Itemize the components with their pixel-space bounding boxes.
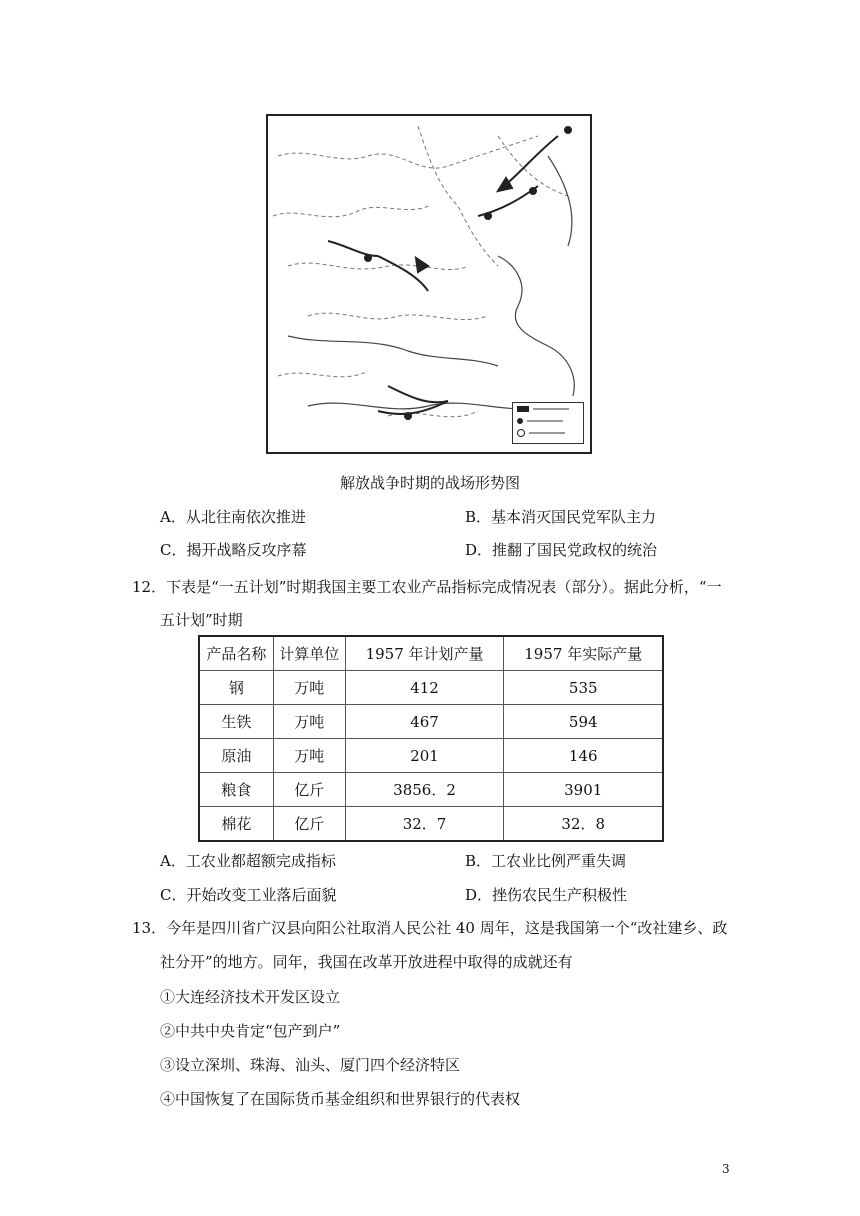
table-cell: 146: [504, 739, 663, 773]
table-cell: 32．7: [345, 807, 504, 842]
table-header: 1957 年计划产量: [345, 636, 504, 671]
table-cell: 594: [504, 705, 663, 739]
table-cell: 412: [345, 671, 504, 705]
q12-option-b: B．工农业比例严重失调: [465, 852, 627, 870]
q13-stem-line1: 13．今年是四川省广汉县向阳公社取消人民公社 40 周年，这是我国第一个“改社建乡、政: [132, 919, 728, 937]
table-header-row: [199, 636, 663, 671]
q13-item-1: ①大连经济技术开发区设立: [160, 988, 341, 1006]
table-cell: 467: [345, 705, 504, 739]
table-cell: 棉花: [199, 807, 273, 842]
table-cell: 原油: [199, 739, 273, 773]
battle-map: [266, 114, 592, 454]
city-circle-icon: [517, 429, 525, 437]
table-cell: 钢: [199, 671, 273, 705]
arrow-symbol-icon: [517, 406, 529, 412]
table-cell: 万吨: [273, 739, 345, 773]
q13-item-3: ③设立深圳、珠海、汕头、厦门四个经济特区: [160, 1056, 461, 1074]
production-table: [198, 635, 664, 842]
q12-option-a: A．工农业都超额完成指标: [160, 852, 336, 870]
q13-stem-line2: 社分开”的地方。同年，我国在改革开放进程中取得的成就还有: [160, 953, 573, 971]
table-row: [199, 773, 663, 807]
table-row: [199, 807, 663, 842]
table-cell: 生铁: [199, 705, 273, 739]
q11-option-a: A．从北往南依次推进: [160, 508, 306, 526]
table-row: [199, 671, 663, 705]
table-cell: 535: [504, 671, 663, 705]
city-dot-icon: [517, 418, 523, 424]
table-header: 计算单位: [273, 636, 345, 671]
table-cell: 万吨: [273, 705, 345, 739]
q11-option-b: B．基本消灭国民党军队主力: [465, 508, 657, 526]
table-cell: 201: [345, 739, 504, 773]
table-cell: 32．8: [504, 807, 663, 842]
table-row: [199, 739, 663, 773]
q13-item-4: ④中国恢复了在国际货币基金组织和世界银行的代表权: [160, 1090, 521, 1108]
map-caption: 解放战争时期的战场形势图: [340, 474, 521, 492]
table-cell: 粮食: [199, 773, 273, 807]
map-legend: [512, 402, 584, 444]
q11-option-d: D．推翻了国民党政权的统治: [465, 541, 658, 559]
table-cell: 3856．2: [345, 773, 504, 807]
page-number: 3: [722, 1162, 730, 1176]
table-header: 产品名称: [199, 636, 273, 671]
q12-stem-line2: 五计划”时期: [160, 611, 243, 629]
table-cell: 3901: [504, 773, 663, 807]
table-cell: 亿斤: [273, 807, 345, 842]
q12-stem-line1: 12．下表是“一五计划”时期我国主要工农业产品指标完成情况表（部分）。据此分析，“一: [132, 578, 722, 596]
q12-option-d: D．挫伤农民生产积极性: [465, 886, 628, 904]
q11-option-c: C．揭开战略反攻序幕: [160, 541, 307, 559]
q13-item-2: ②中共中央肯定“包产到户”: [160, 1022, 341, 1040]
q12-option-c: C．开始改变工业落后面貌: [160, 886, 337, 904]
table-cell: 万吨: [273, 671, 345, 705]
table-cell: 亿斤: [273, 773, 345, 807]
table-row: [199, 705, 663, 739]
table-header: 1957 年实际产量: [504, 636, 663, 671]
